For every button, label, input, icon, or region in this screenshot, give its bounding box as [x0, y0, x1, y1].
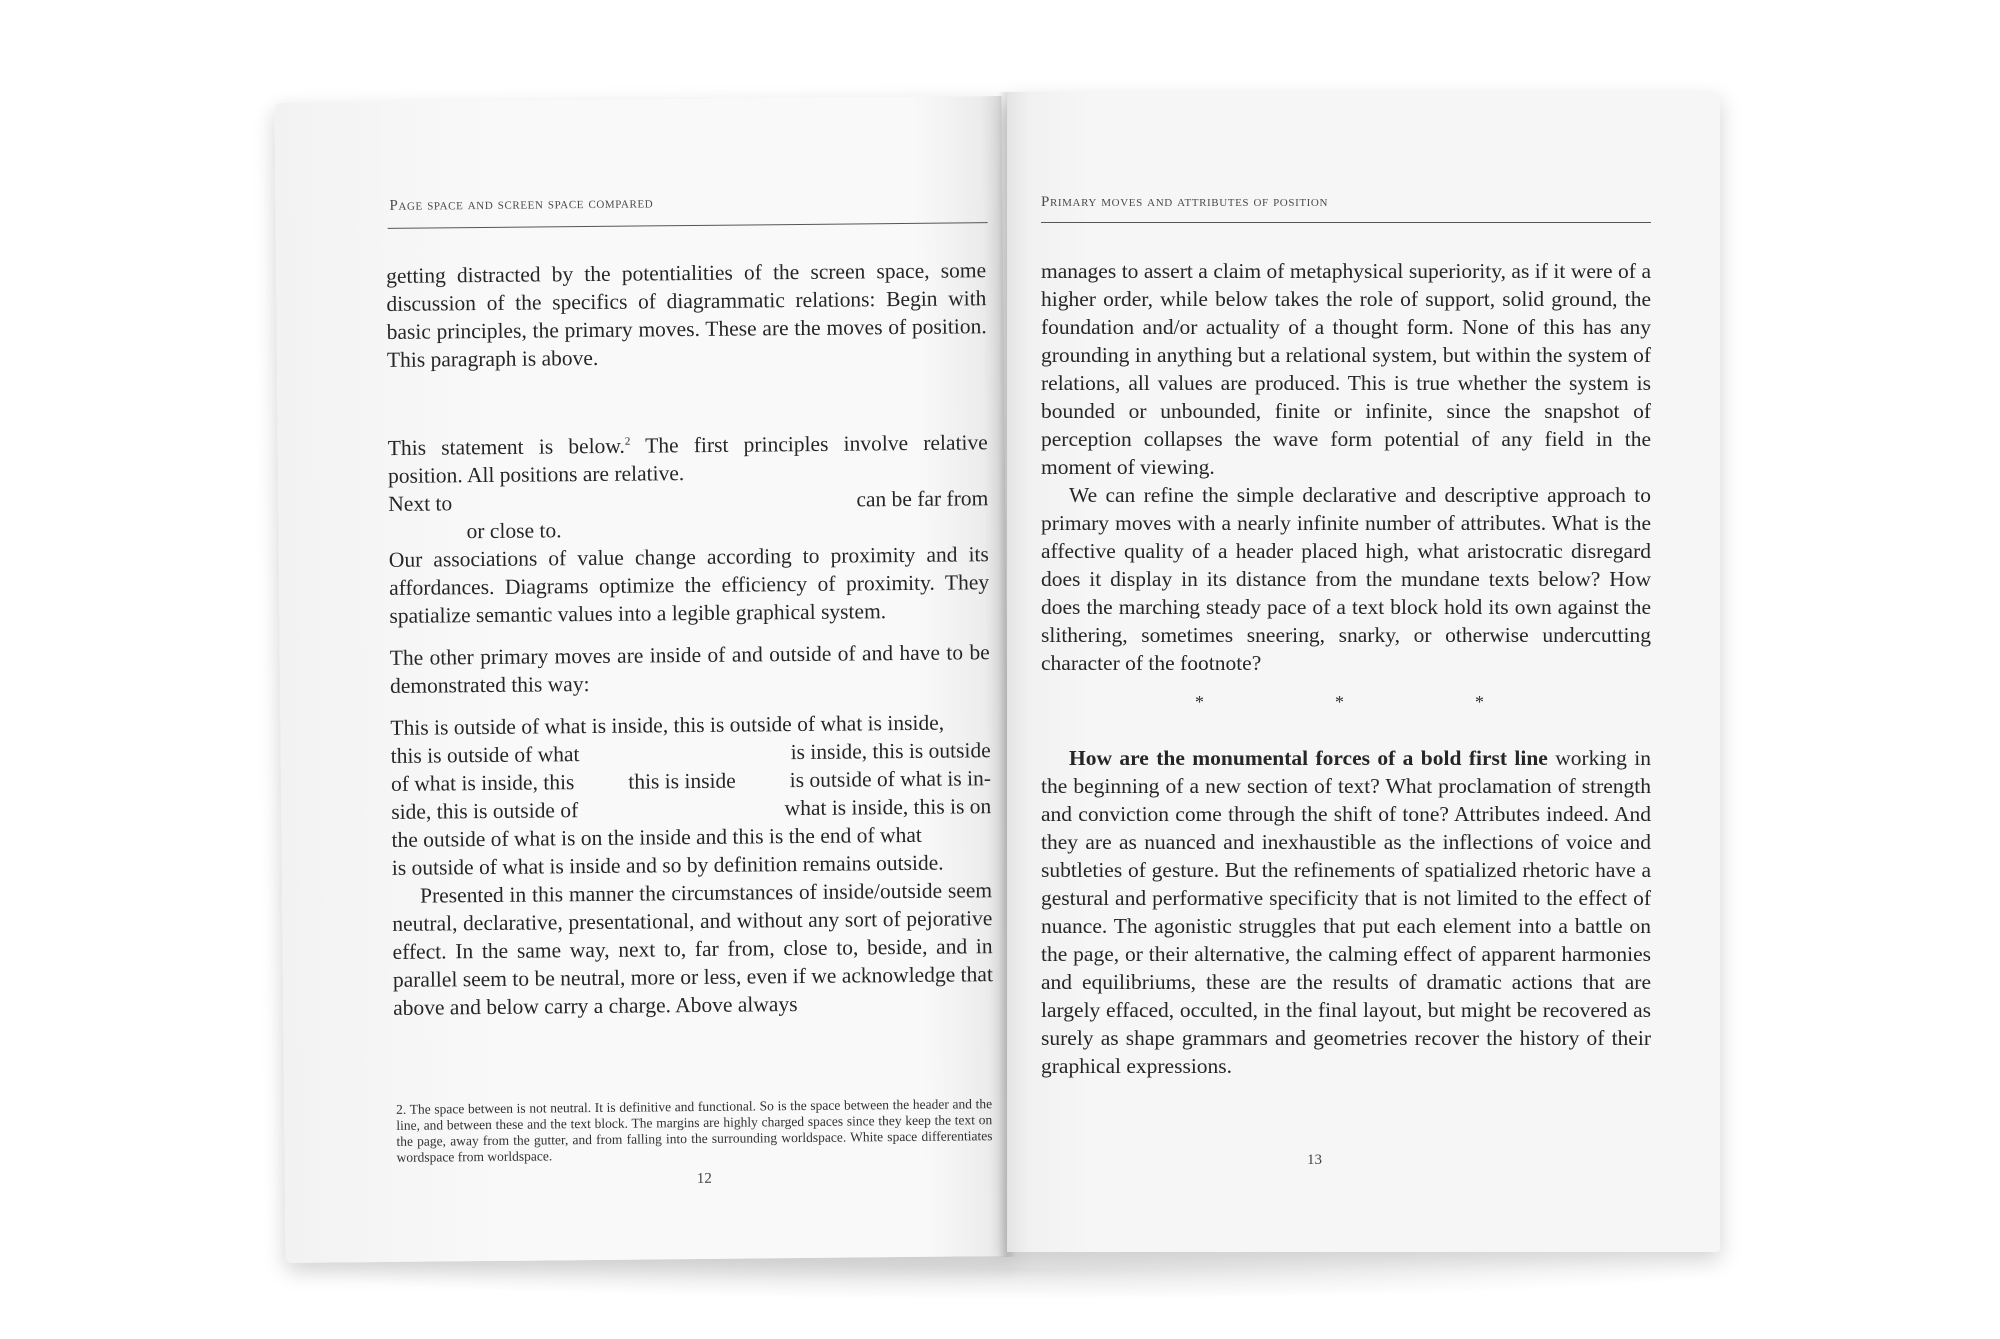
- right-paragraph-3-text: working in the beginning of a new section of text? What proclamation of strength and conviction come through the shift of tone? Attributes indeed. And they are as nuanced and inexhaustible as the inflections of voice and subtleties of gesture. But the refinements of spatialized rhetoric have a gestural and performative specificity that is not limited to the effect of nuance. The agonistic struggles that put each element into a battle on the page, or their alternative, the calming effect of apparent harmonies and equilibriums, these are the results of dramatic actions that are largely effaced, occulted, in the final layout, but might be recovered as surely as shape grammars and geometries recover the history of their graphical expressions.: [1041, 746, 1652, 1078]
- left-paragraph-6: Presented in this manner the circumstances of inside/outside seem neutral, declarative, presentational, and without any sort of pejorative effect. In the same way, next to, far from, close to, beside, and in parallel seem to be neutral, more or less, even if we acknowledge that above and below carry a charge. Above always: [392, 878, 993, 1021]
- section-break-star-3: *: [1475, 692, 1484, 712]
- left-paragraph-2-start: This statement is below.: [387, 433, 625, 461]
- right-page: [1007, 92, 1720, 1252]
- inside-line-6-text: is outside of what is inside and so by definition remains outside.: [391, 850, 944, 881]
- section-break-star-1: *: [1195, 692, 1204, 712]
- right-paragraph-3: [1041, 744, 1651, 1080]
- close-to-text: or close to.: [466, 518, 562, 544]
- right-paragraph-2: We can refine the simple declarative and descriptive approach to primary moves with a nearly infinite number of attributes. What is the affective quality of a header placed high, what aristocratic disregard does it display in its distance from the mundane texts below? How does the marching steady pace of a text block hold its own against the slithering, sometimes sneering, snarky, or otherwise undercutting character of the footnote?: [1041, 483, 1651, 675]
- left-paragraph-1: getting distracted by the potentialities of the screen space, some discussion of the specifics of diagrammatic relations: Begin with basic principles, the primary moves. These are the moves of position. This paragraph is above.: [386, 258, 987, 372]
- bold-first-line: How are the monumental forces of a bold first line: [1069, 746, 1548, 770]
- left-running-head: Page space and screen space compared: [389, 195, 654, 214]
- right-page-number: 13: [1307, 1152, 1322, 1168]
- inside-line-4-a: side, this is outside of: [391, 798, 579, 825]
- inside-line-2-b: is inside, this is outside: [790, 738, 991, 765]
- right-text-block: [1041, 257, 1651, 677]
- left-text-block: [386, 256, 993, 1022]
- left-paragraph-2-rest: The first principles involve relative position. All positions are relative.: [387, 430, 988, 489]
- right-head-rule: [1041, 222, 1651, 223]
- inside-line-3-b: this is inside: [628, 768, 736, 794]
- footnote-2: 2. The space between is not neutral. It is definitive and functional. So is the space between the header and the line, and between these and the text block. The margins are highly charged spaces since they keep the text on the page, away from the gutter, and from falling into the surrounding worldspace. White space differentiates wordspace from worldspace.: [396, 1096, 993, 1165]
- right-text-block-2: [1041, 744, 1651, 1080]
- left-paragraph-4: The other primary moves are inside of and outside of and have to be demonstrated this way:: [389, 640, 990, 699]
- inside-line-2-a: this is outside of what: [390, 742, 580, 769]
- left-paragraph-3: Our associations of value change according to proximity and its affordances. Diagrams optimize the efficiency of proximity. They spatialize semantic values into a legible graphical system.: [388, 542, 990, 629]
- inside-line-3-a: of what is inside, this: [390, 770, 575, 797]
- footnote-ref-2: 2: [624, 435, 631, 448]
- left-head-rule: [388, 222, 988, 229]
- inside-line-1-text: This is outside of what is inside, this is outside of what is inside,: [390, 710, 945, 741]
- left-page: [274, 96, 1012, 1263]
- left-paragraph-2: [388, 424, 989, 490]
- inside-outside-block: [390, 708, 992, 882]
- next-to-text: Next to: [388, 491, 453, 517]
- inside-line-3-c: is outside of what is in-: [789, 766, 992, 793]
- open-book: [280, 82, 1730, 1262]
- section-break-star-2: *: [1335, 692, 1344, 712]
- inside-line-5-text: the outside of what is on the inside and this is the end of what: [391, 822, 922, 853]
- far-from-text: can be far from: [856, 486, 989, 512]
- left-page-number: 12: [696, 1170, 712, 1188]
- right-running-head: Primary moves and attributes of position: [1041, 194, 1329, 210]
- right-paragraph-1: manages to assert a claim of metaphysical superiority, as if it were of a higher order, while below takes the role of support, solid ground, the foundation and/or actuality of a thought form. None of this has any grounding in anything but a relational system, but within the system of relations, all values are produced. This is true whether the system is bounded or unbounded, finite or infinite, since the snapshot of perception collapses the wave form potential of any field in the moment of viewing.: [1041, 259, 1651, 479]
- inside-line-4-b: what is inside, this is on: [784, 794, 992, 821]
- next-to-line: [388, 484, 988, 518]
